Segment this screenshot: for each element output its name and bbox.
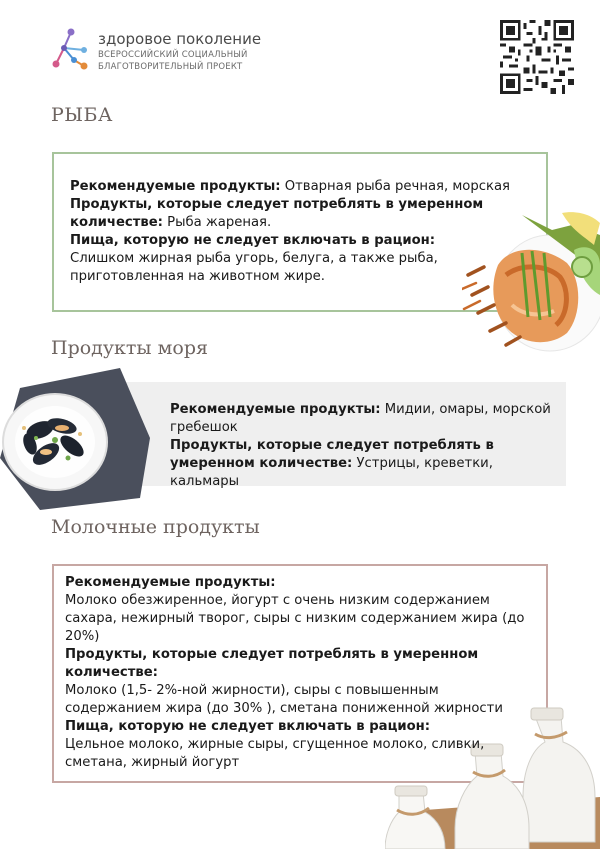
seafood-text	[170, 401, 555, 491]
fish-text	[70, 178, 510, 286]
dairy-recommended-value: Молоко обезжиренное, йогурт с очень низким содержанием сахара, нежирный творог, сыры с низким содержанием жира (до 20%)	[65, 593, 525, 644]
dairy-avoid-value: Цельное молоко, жирные сыры, сгущенное молоко, сливки, сметана, жирный йогурт	[65, 737, 485, 770]
brand-subtitle: ВСЕРОССИЙСКИЙ СОЦИАЛЬНЫЙ	[98, 50, 248, 60]
brand-name: здоровое поколение	[98, 30, 262, 48]
dairy-avoid-label: Пища, которую не следует включать в рацион:	[65, 719, 431, 734]
fish-moderate-label: Продукты, которые следует потреблять в умеренном количестве:	[70, 197, 484, 230]
qr-code-icon[interactable]	[500, 20, 574, 94]
brand-subtitle: БЛАГОТВОРИТЕЛЬНЫЙ ПРОЕКТ	[98, 62, 243, 72]
fish-avoid-value: Слишком жирная рыба угорь, белуга, а также рыба, приготовленная на животном жире.	[70, 251, 438, 284]
seafood-recommended-value: Мидии, омары, морской гребешок	[170, 402, 551, 435]
dairy-recommended-label: Рекомендуемые продукты:	[65, 575, 276, 590]
dairy-moderate-value: Молоко (1,5- 2%-ной жирности), сыры с повышенным содержанием жира (до 30% ), сметана пониженной жирности	[65, 683, 503, 716]
seafood-moderate-label: Продукты, которые следует потреблять в умеренном количестве:	[170, 438, 494, 471]
section-heading-fish: РЫБА	[51, 104, 113, 126]
mussels-plate-image	[0, 368, 150, 510]
seafood-moderate-value: Устрицы, креветки, кальмары	[170, 456, 493, 489]
dairy-text	[65, 574, 535, 772]
logo-icon	[50, 26, 92, 72]
seafood-recommended-label: Рекомендуемые продукты:	[170, 402, 381, 417]
fish-moderate-value: Рыба жареная.	[162, 215, 272, 230]
dairy-moderate-label: Продукты, которые следует потреблять в умеренном количестве:	[65, 647, 479, 680]
fish-recommended-value: Отварная рыба речная, морская	[280, 179, 510, 194]
section-heading-dairy: Молочные продукты	[51, 516, 260, 538]
fish-recommended-label: Рекомендуемые продукты:	[70, 179, 281, 194]
section-heading-seafood: Продукты моря	[51, 337, 208, 359]
fish-avoid-label: Пища, которую не следует включать в рацион:	[70, 233, 436, 248]
